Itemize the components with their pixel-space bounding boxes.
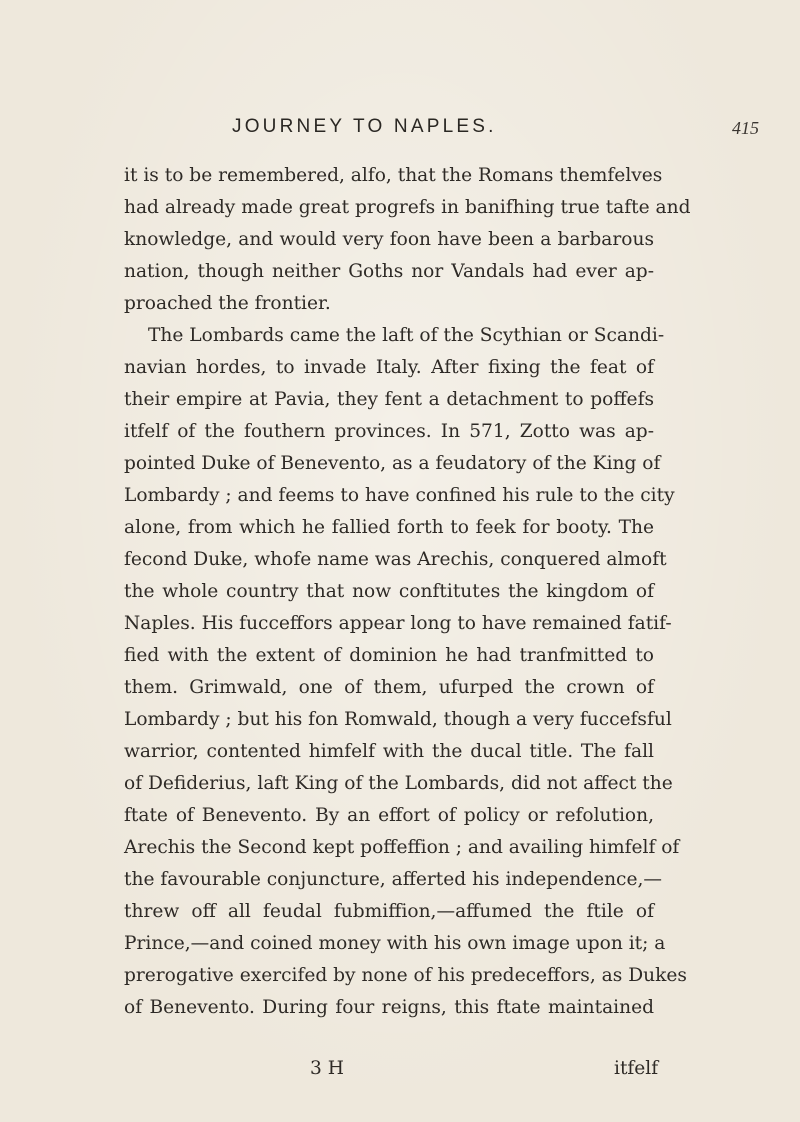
page-number: 415 [732, 118, 759, 138]
text-line: nation, though neither Goths nor Vandals had ever ap- [124, 261, 654, 282]
text-line: the favourable conjuncture, afferted his independence,— [124, 869, 662, 890]
text-line: pointed Duke of Benevento, as a feudatory of the King of [124, 453, 661, 474]
text-line: warrior, contented himfelf with the ducal title. The fall [124, 741, 654, 762]
signature-mark: 3 H [310, 1058, 344, 1079]
text-line: Lombardy ; but his fon Romwald, though a very fuccefsful [124, 709, 672, 730]
text-line: ftate of Benevento. By an effort of policy or refolution, [124, 805, 654, 826]
text-line: The Lombards came the laft of the Scythian or Scandi- [148, 325, 665, 346]
text-line: Lombardy ; and feems to have confined his rule to the city [124, 485, 675, 506]
text-line: knowledge, and would very foon have been a barbarous [124, 229, 654, 250]
text-line: itfelf of the fouthern provinces. In 571, Zotto was ap- [124, 421, 654, 442]
text-line: them. Grimwald, one of them, ufurped the crown of [124, 677, 654, 698]
text-line: prerogative exercifed by none of his predeceffors, as Dukes [124, 965, 687, 986]
text-line: proached the frontier. [124, 293, 331, 314]
running-title: JOURNEY TO NAPLES. [232, 116, 497, 137]
text-line: fied with the extent of dominion he had tranfmitted to [124, 645, 654, 666]
text-line: alone, from which he fallied forth to feek for booty. The [124, 517, 654, 538]
text-line: Naples. His fucceffors appear long to have remained fatif- [124, 613, 672, 634]
text-line: it is to be remembered, alfo, that the Romans themfelves [124, 165, 663, 186]
text-line: of Benevento. During four reigns, this ftate maintained [124, 997, 654, 1018]
text-line: Prince,—and coined money with his own image upon it; a [124, 933, 666, 954]
text-line: of Defiderius, laft King of the Lombards, did not affect the [124, 773, 673, 794]
catchword: itfelf [614, 1058, 659, 1079]
text-line: their empire at Pavia, they fent a detachment to poffefs [124, 389, 654, 410]
text-line: Arechis the Second kept poffeffion ; and availing himfelf of [124, 837, 680, 858]
text-line: the whole country that now conftitutes the kingdom of [124, 581, 654, 602]
text-line: threw off all feudal fubmiffion,—affumed the ftile of [124, 901, 654, 922]
text-line: had already made great progrefs in banifhing true tafte and [124, 197, 691, 218]
text-line: navian hordes, to invade Italy. After fixing the feat of [124, 357, 654, 378]
text-line: fecond Duke, whofe name was Arechis, conquered almoft [124, 549, 667, 570]
